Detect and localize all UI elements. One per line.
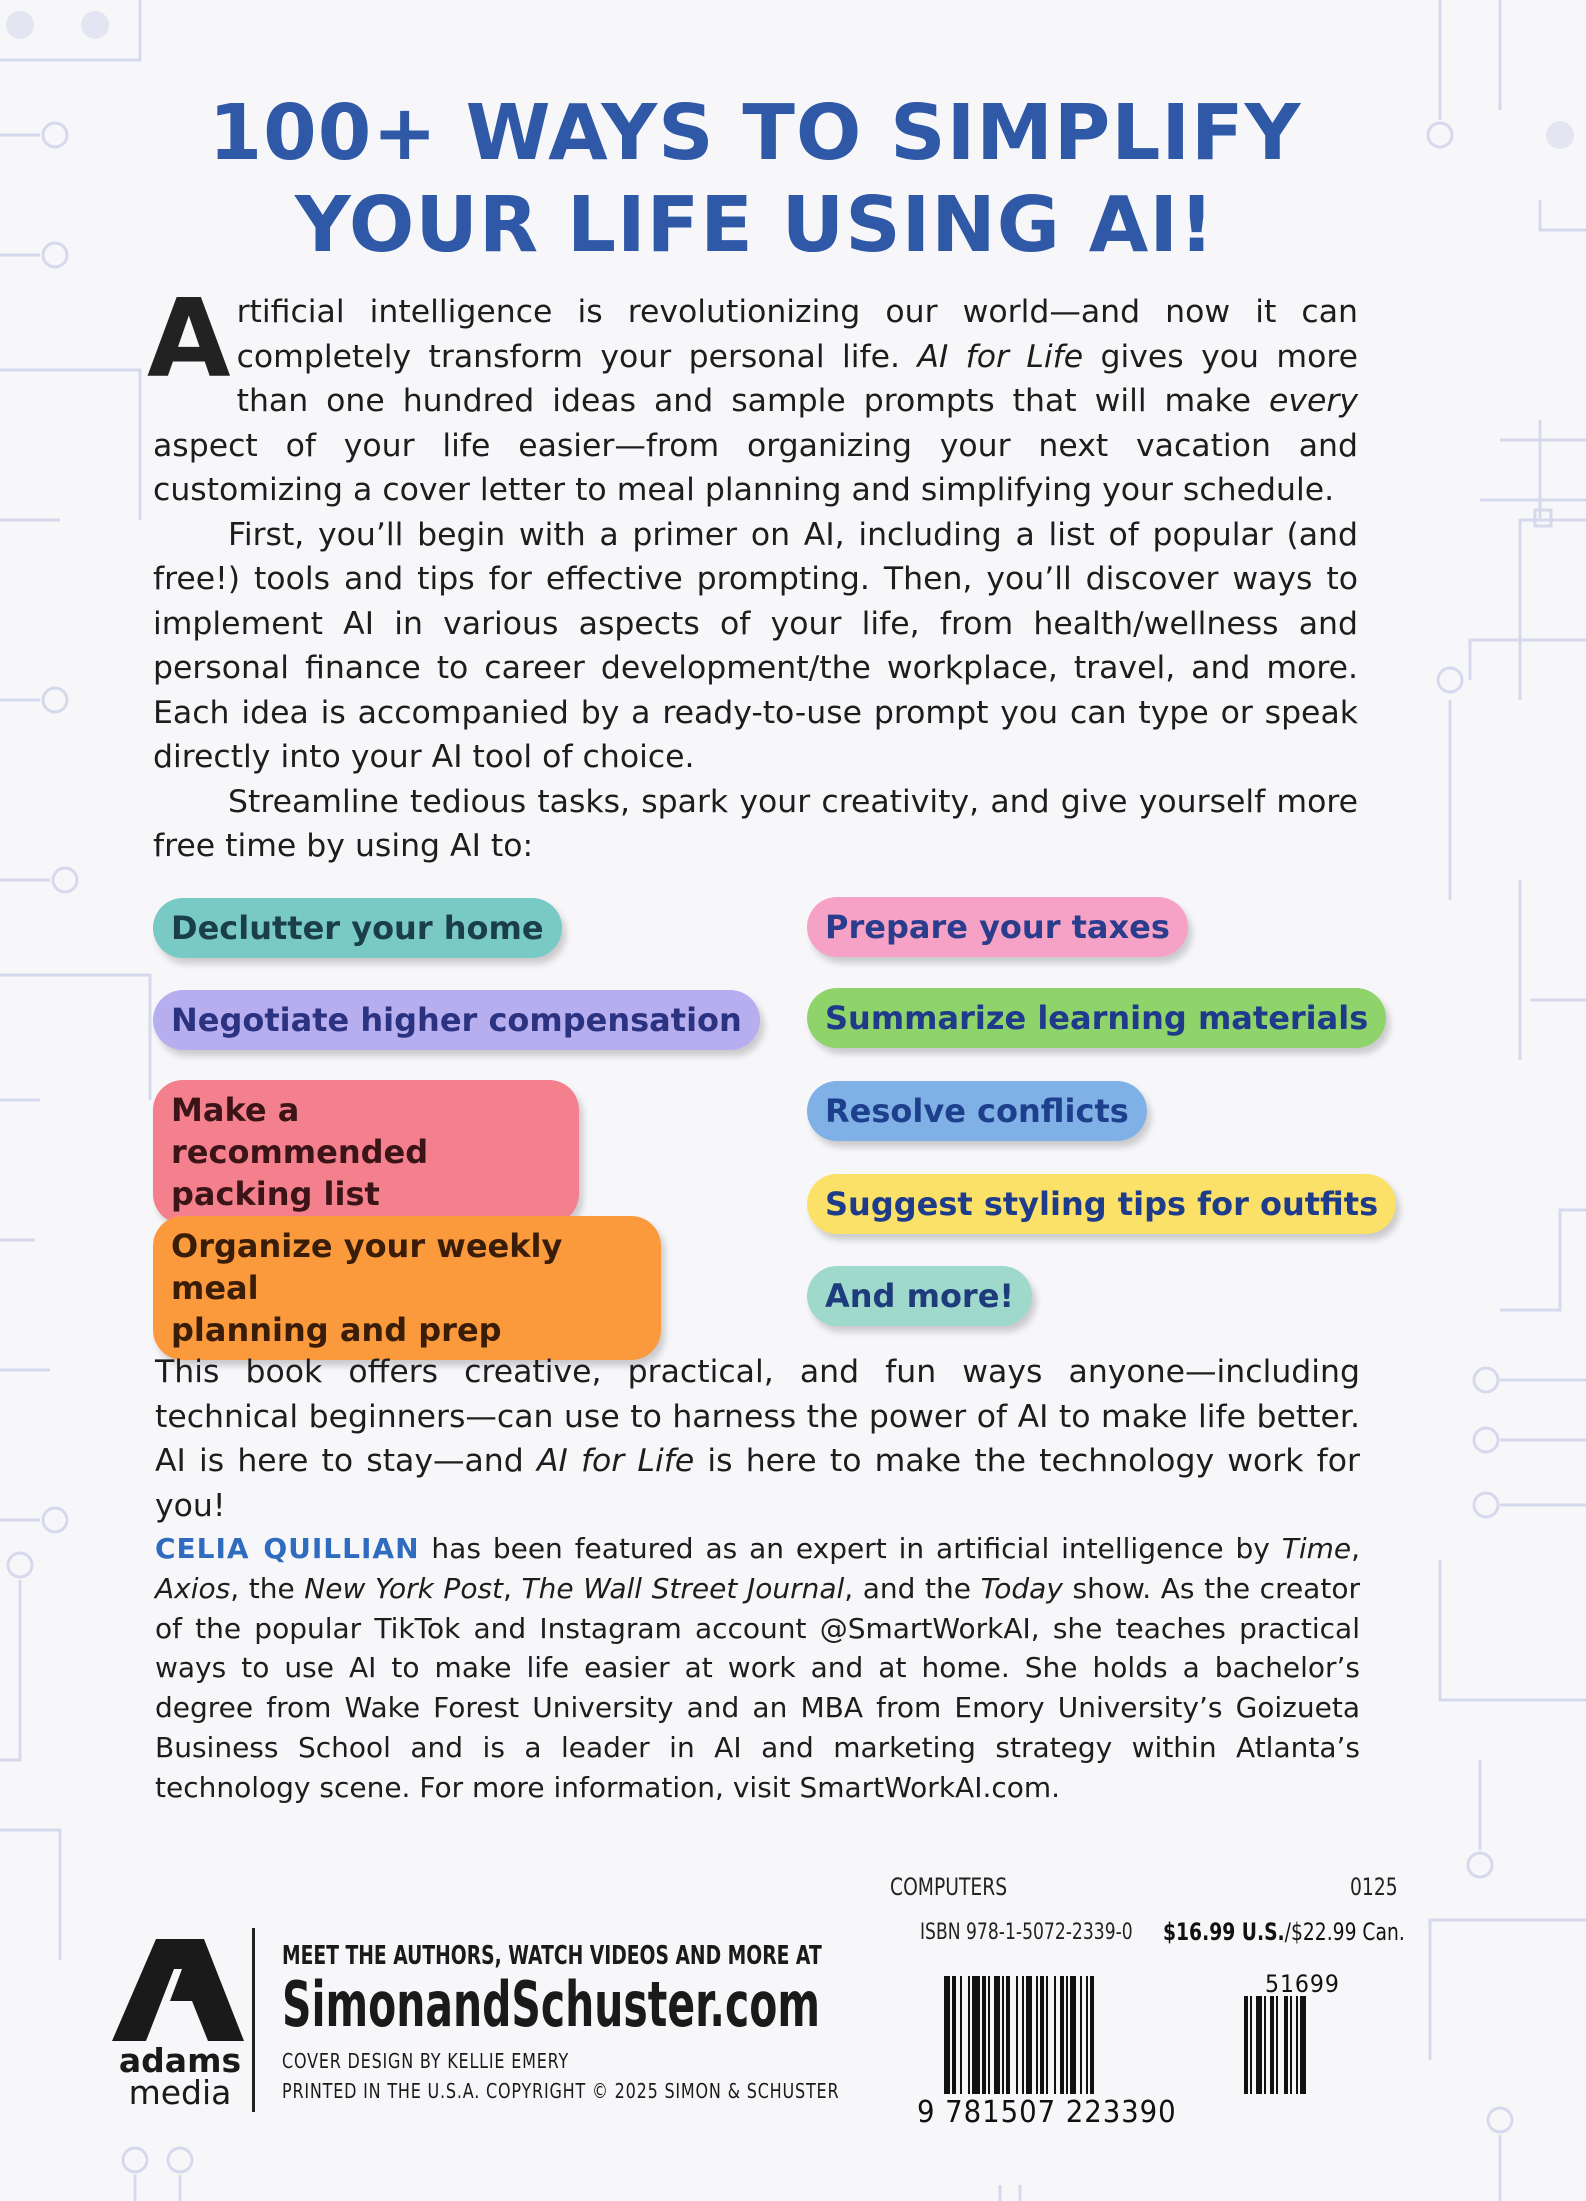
author-bio	[155, 1529, 1360, 1808]
pill-taxes: Prepare your taxes	[807, 897, 1188, 957]
pill-declutter: Declutter your home	[153, 898, 562, 958]
price-us: $16.99 U.S.	[1163, 1918, 1285, 1946]
closing-text-b: is here to make the technology work for you!	[155, 1443, 1360, 1524]
bio-wsj: The Wall Street Journal	[521, 1571, 845, 1605]
barcode-number: 9 781507 223390	[917, 2095, 1177, 2130]
copyright-line: PRINTED IN THE U.S.A. COPYRIGHT © 2025 SIMON & SCHUSTER	[282, 2079, 840, 2103]
category-label: COMPUTERS	[890, 1873, 1008, 1901]
bio-axios: Axios	[155, 1571, 231, 1605]
bio-text-1: has been featured as an expert in artificial intelligence by	[419, 1532, 1282, 1565]
emphasis-every: every	[1269, 383, 1358, 419]
headline-line-2: YOUR LIFE USING AI!	[294, 181, 1216, 270]
pill-summarize: Summarize learning materials	[807, 988, 1386, 1048]
pill-negotiate: Negotiate higher compensation	[153, 990, 760, 1050]
pill-meal-line-1: Organize your weekly meal	[171, 1227, 563, 1307]
intro-text-c: aspect of your life easier—from organizing your next vacation and customizing a cover letter to meal planning and simplifying your schedule.	[153, 427, 1358, 508]
logo-word-media: media	[128, 2073, 232, 2112]
logo-word-adams: adams	[118, 2041, 242, 2080]
barcode-addon-number: 51699	[1265, 1970, 1340, 1998]
intro-text	[147, 277, 1358, 869]
intro-paragraph-1	[147, 277, 1358, 513]
pill-packing-line-2: packing list	[171, 1175, 380, 1213]
price-text	[1163, 1918, 1405, 1946]
intro-text-a: rtificial intelligence is revolutionizing our world—and now it can completely transform your personal life.	[236, 294, 1358, 375]
closing-text-a: This book offers creative, practical, and fun ways anyone—including technical beginners—can use to harness the power of AI to make life better. AI is here to stay—and	[155, 1354, 1360, 1479]
book-title-italic: AI for Life	[917, 338, 1084, 375]
bio-time: Time	[1281, 1532, 1352, 1565]
pill-packing-list	[153, 1080, 579, 1224]
intro-paragraph-2: First, you’ll begin with a primer on AI, including a list of popular (and free!) tools and tips for effective prompting. Then, you’ll discover ways to implement AI in various aspects of your life, from health/wellness and personal finance to career development/the workplace, travel, and more. Each idea is accompanied by a ready-to-use prompt you can type or speak directly into your AI tool of choice.	[153, 516, 1358, 775]
pill-styling: Suggest styling tips for outfits	[807, 1174, 1396, 1234]
pill-meal-line-2: planning and prep	[171, 1311, 502, 1349]
bio-today: Today	[980, 1571, 1063, 1605]
logo-divider	[252, 1928, 255, 2112]
intro-paragraph-3: Streamline tedious tasks, spark your creativity, and give yourself more free time by using AI to:	[153, 783, 1358, 864]
cover-design-credit: COVER DESIGN BY KELLIE EMERY	[282, 2049, 570, 2073]
price-can: /$22.99 Can.	[1284, 1918, 1405, 1946]
pill-and-more: And more!	[807, 1266, 1032, 1326]
isbn-text: ISBN 978-1-5072-2339-0	[920, 1920, 1133, 1945]
publisher-website: SimonandSchuster.com	[282, 1968, 820, 2041]
pill-packing-line-1: Make a recommended	[171, 1091, 429, 1171]
bio-text-6: show. As the creator of the popular TikTok and Instagram account @SmartWorkAI, she teaches practical ways to use AI to make life easier at work and at home. She holds a bachelor’s degree from Wake Forest University and an MBA from Emory University’s Goizueta Business School and is a leader in AI and marketing strategy within Atlanta’s technology scene. For more information, visit SmartWorkAI.com.	[155, 1571, 1360, 1804]
bio-text-3: , the	[230, 1571, 305, 1605]
intro-text-b: gives you more than one hundred ideas and sample prompts that will make	[236, 338, 1358, 419]
bio-text-5: , and the	[844, 1571, 981, 1605]
bio-nypost: New York Post	[304, 1571, 504, 1605]
author-name: CELIA QUILLIAN	[155, 1532, 420, 1565]
pill-meal-planning	[153, 1216, 661, 1360]
closing-paragraph	[155, 1350, 1360, 1528]
print-code: 0125	[1350, 1873, 1398, 1901]
bio-text-2: ,	[1351, 1532, 1361, 1565]
headline	[180, 88, 1330, 272]
bio-text-4: ,	[503, 1571, 522, 1605]
closing-book-title: AI for Life	[536, 1443, 695, 1479]
meet-authors-text: MEET THE AUTHORS, WATCH VIDEOS AND MORE AT	[282, 1941, 822, 1971]
drop-cap: A	[147, 277, 231, 402]
pill-conflicts: Resolve conflicts	[807, 1081, 1147, 1141]
headline-line-1: 100+ WAYS TO SIMPLIFY	[208, 89, 1302, 178]
